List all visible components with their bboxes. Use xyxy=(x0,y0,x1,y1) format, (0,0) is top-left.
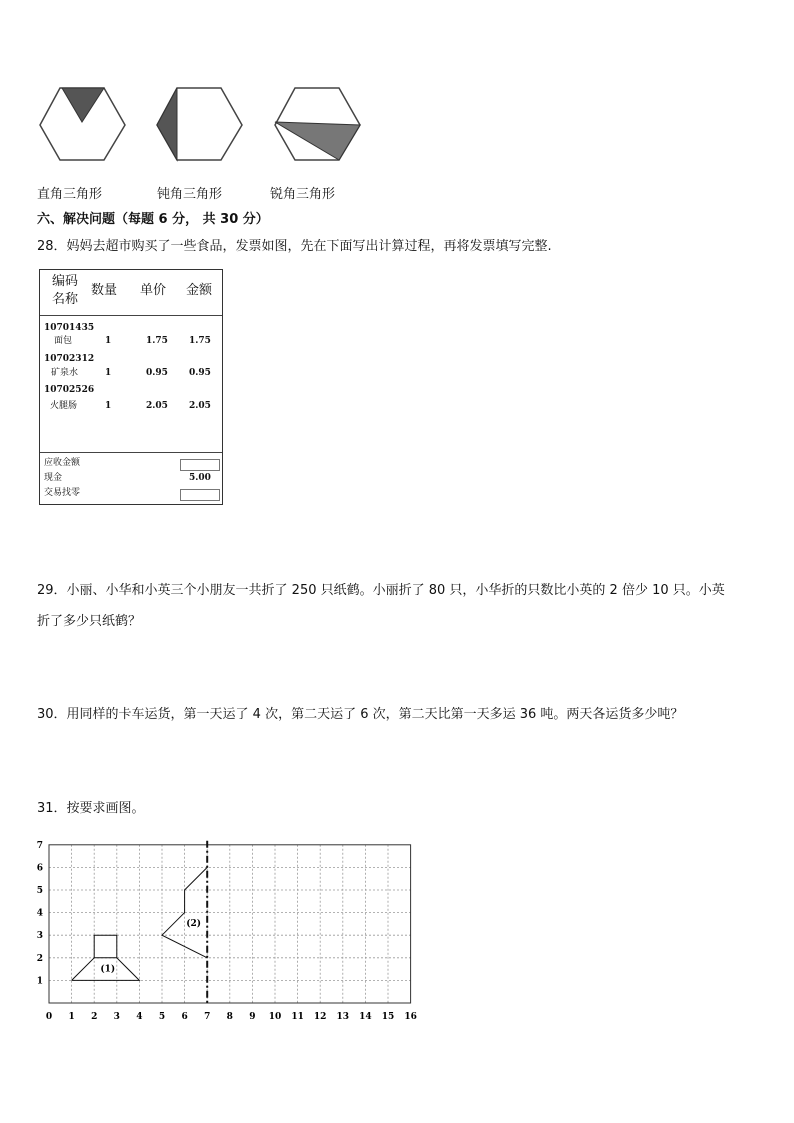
item-amount: 1.75 xyxy=(189,336,211,346)
y-tick-label: 6 xyxy=(36,863,43,874)
item-name: 矿泉水 xyxy=(51,368,79,378)
grid-border xyxy=(49,845,411,1003)
x-tick-label: 10 xyxy=(268,1012,282,1022)
item-qty: 1 xyxy=(105,336,112,346)
receipt-head-amount: 金额 xyxy=(186,283,213,298)
x-tick-label: 9 xyxy=(249,1012,256,1022)
item-code: 10702526 xyxy=(44,385,95,395)
x-tick-label: 3 xyxy=(113,1012,120,1022)
x-tick-label: 2 xyxy=(91,1012,98,1022)
x-tick-label: 14 xyxy=(359,1012,372,1022)
receivable-label: 应收金额 xyxy=(44,458,81,468)
receipt-divider-top xyxy=(40,315,222,316)
question-29-line1: 29．小丽、小华和小英三个小朋友一共折了 250 只纸鹤。小丽折了 80 只，小华折的只数比小英的 2 倍少 10 只。小英 xyxy=(37,583,725,598)
item-price: 2.05 xyxy=(146,401,168,411)
change-box[interactable] xyxy=(180,489,220,501)
cash-value: 5.00 xyxy=(189,473,211,483)
x-tick-label: 8 xyxy=(226,1012,233,1022)
x-tick-label: 15 xyxy=(381,1012,395,1022)
x-tick-label: 13 xyxy=(336,1012,350,1022)
receipt-divider-bottom xyxy=(40,452,222,453)
item-code: 10701435 xyxy=(44,323,95,333)
item-amount: 2.05 xyxy=(189,401,211,411)
hexagon-obtuse-triangle xyxy=(157,88,242,160)
question-31: 31．按要求画图。 xyxy=(37,801,145,816)
item-price: 0.95 xyxy=(146,368,168,378)
y-tick-label: 7 xyxy=(36,840,43,851)
label-obtuse-triangle: 钝角三角形 xyxy=(157,187,223,202)
section-heading: 六、解决问题（每题 6 分， 共 30 分） xyxy=(37,212,269,227)
receipt-head-code: 编码 xyxy=(52,274,79,289)
grid-lines xyxy=(49,845,411,1003)
item-name: 面包 xyxy=(54,336,73,346)
receipt-head-name: 名称 xyxy=(52,292,79,307)
cash-label: 现金 xyxy=(44,473,63,483)
grid-tick-labels xyxy=(37,841,417,1022)
receipt xyxy=(39,269,223,505)
y-tick-label: 3 xyxy=(36,931,43,942)
receivable-box[interactable] xyxy=(180,459,220,471)
shape-2-label: (2) xyxy=(186,919,202,930)
change-label: 交易找零 xyxy=(44,488,81,498)
x-tick-label: 5 xyxy=(158,1012,166,1022)
x-tick-label: 6 xyxy=(181,1012,188,1022)
y-tick-label: 5 xyxy=(36,886,43,896)
y-tick-label: 1 xyxy=(36,976,43,987)
item-price: 1.75 xyxy=(146,336,168,346)
question-28: 28．妈妈去超市购买了一些食品，发票如图，先在下面写出计算过程，再将发票填写完整. xyxy=(37,239,552,254)
label-acute-triangle: 锐角三角形 xyxy=(270,187,336,202)
item-code: 10702312 xyxy=(44,354,95,364)
item-name: 火腿肠 xyxy=(50,401,78,411)
shape-1-label: (1) xyxy=(100,964,116,975)
x-tick-label: 11 xyxy=(291,1012,304,1022)
question-29-line2: 折了多少只纸鹤？ xyxy=(37,614,142,629)
item-qty: 1 xyxy=(105,401,112,411)
hexagon-acute-triangle xyxy=(275,88,360,160)
label-right-triangle: 直角三角形 xyxy=(37,187,103,202)
x-tick-label: 4 xyxy=(136,1012,143,1022)
receipt-head-price: 单价 xyxy=(140,283,167,298)
x-tick-label: 12 xyxy=(313,1012,327,1022)
x-tick-label: 1 xyxy=(68,1012,75,1022)
x-tick-label: 7 xyxy=(204,1012,211,1022)
item-qty: 1 xyxy=(105,368,112,378)
hexagon-figures xyxy=(30,80,370,170)
hexagon-right-triangle xyxy=(40,88,125,160)
grid-figure xyxy=(30,835,430,1025)
item-amount: 0.95 xyxy=(189,368,211,378)
receipt-head-qty: 数量 xyxy=(91,283,118,298)
question-30: 30．用同样的卡车运货，第一天运了 4 次，第二天运了 6 次，第二天比第一天多运 36 吨。两天各运货多少吨？ xyxy=(37,707,684,722)
x-tick-label: 0 xyxy=(45,1012,53,1022)
y-tick-label: 2 xyxy=(36,953,43,964)
x-tick-label: 16 xyxy=(404,1012,417,1022)
y-tick-label: 4 xyxy=(36,908,43,919)
